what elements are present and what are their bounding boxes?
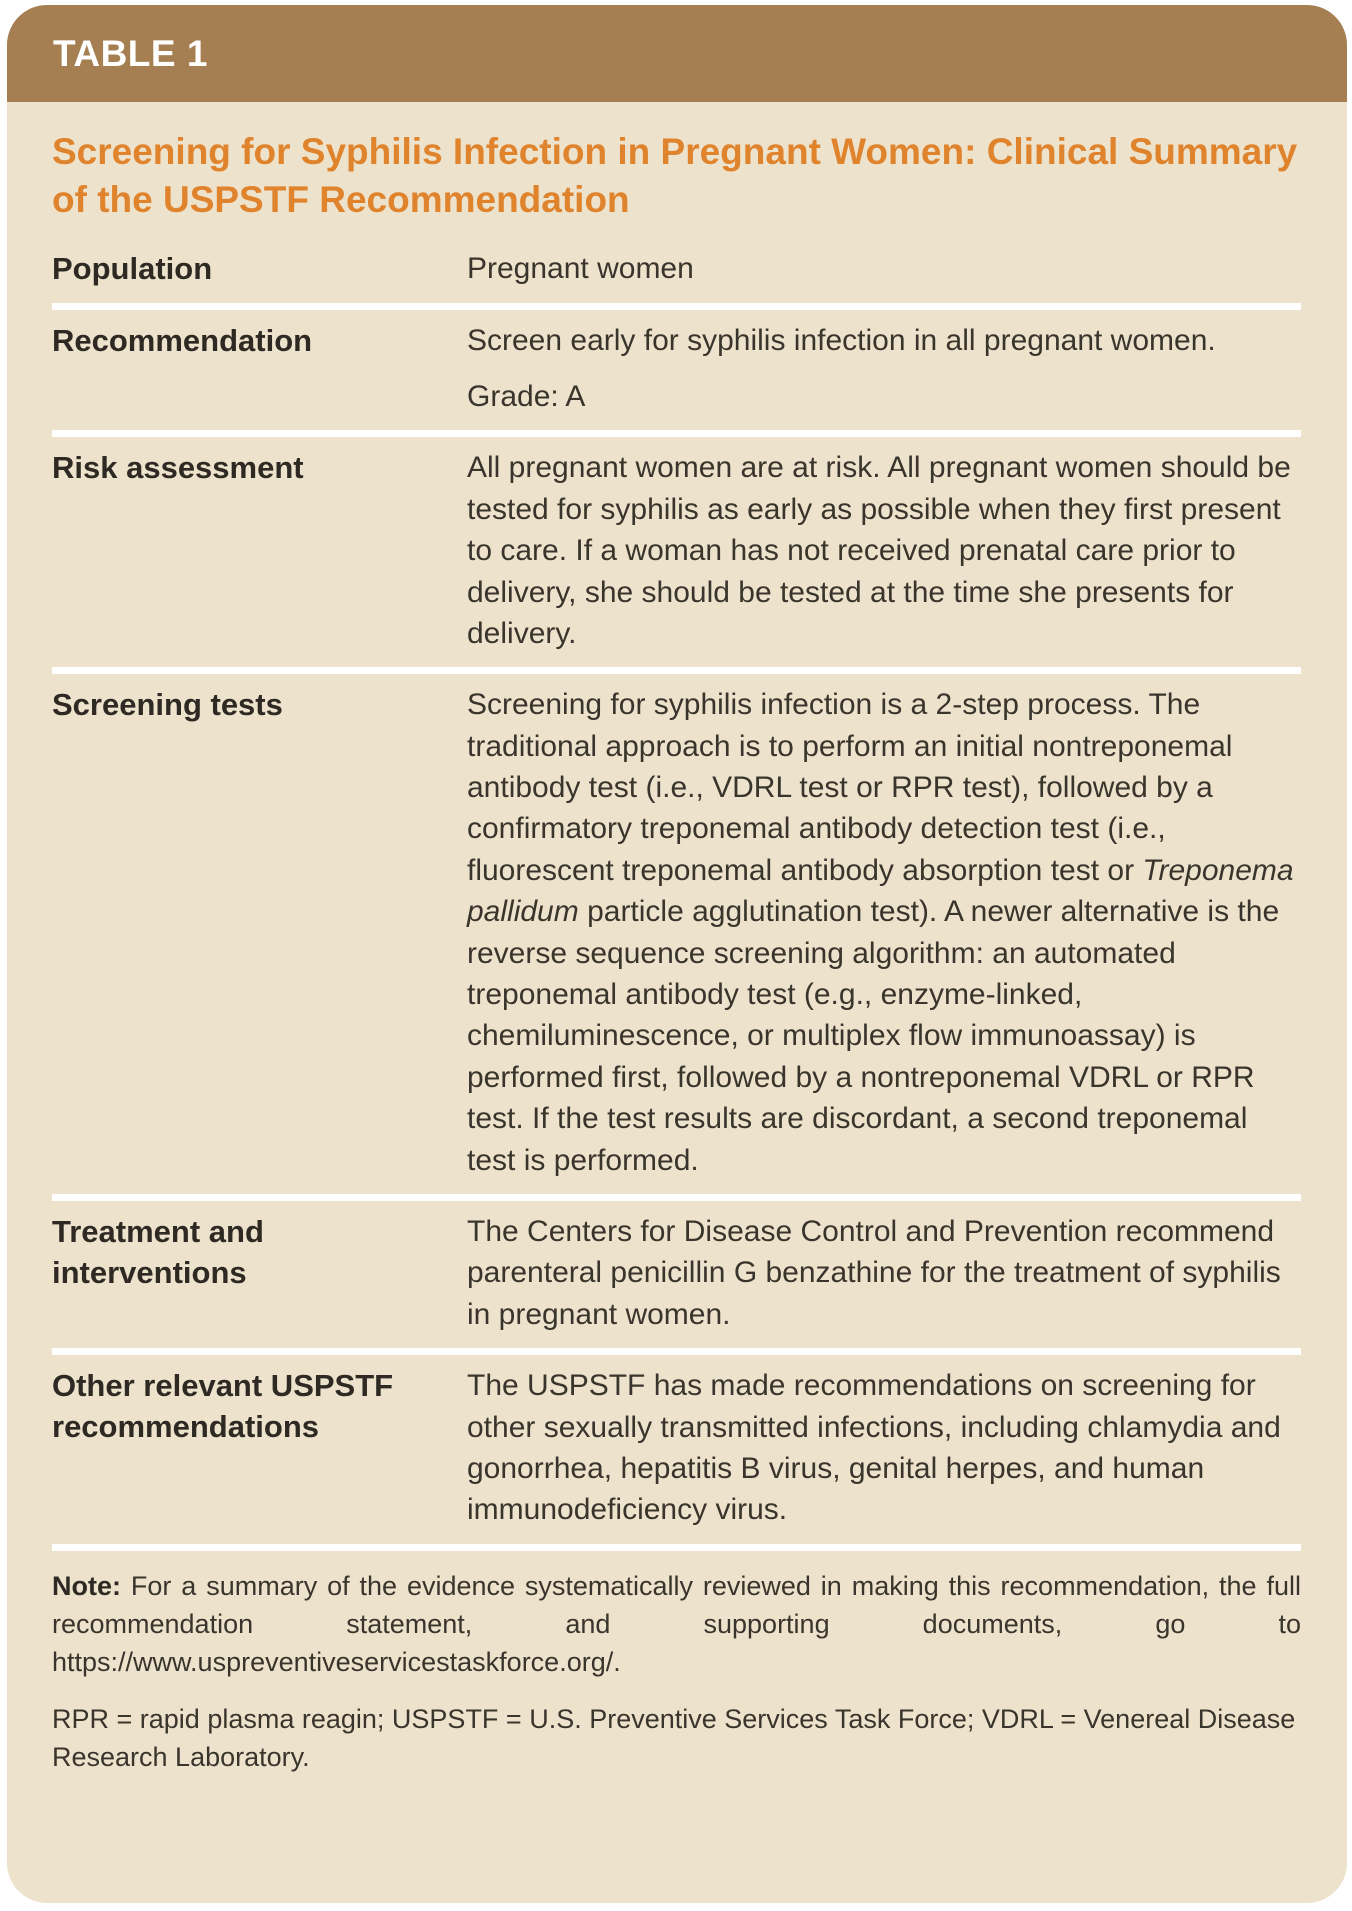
- table-row-other-recommendations: [52, 1355, 1301, 1544]
- screening-tests-text-part2: particle agglutination test). A newer alternative is the reverse sequence screening algorithm: an automated treponemal antibody test (e.g., enzyme-linked, chemiluminescence, or multiplex flow immunoassay) is performed first, followed by a nontreponemal VDRL or RPR test. If the test results are discordant, a second treponemal test is performed.: [467, 895, 1280, 1177]
- recommendation-text: Screen early for syphilis infection in all pregnant women.: [467, 323, 1216, 357]
- row-value-screening-tests: [467, 684, 1301, 1181]
- treatment-text: The Centers for Disease Control and Prevention recommend parenteral penicillin G benzathine for the treatment of syphilis in pregnant women.: [467, 1215, 1281, 1331]
- row-divider: [52, 430, 1301, 437]
- row-value-treatment: [467, 1211, 1301, 1335]
- table-row-risk-assessment: [52, 437, 1301, 667]
- abbreviations: RPR = rapid plasma reagin; USPSTF = U.S. Preventive Services Task Force; VDRL = Venereal Disease Research Laboratory.: [52, 1703, 1296, 1773]
- table-row-population: [52, 238, 1301, 302]
- row-label-recommendation: Recommendation: [52, 322, 313, 358]
- row-value-other-recommendations: [467, 1365, 1301, 1531]
- note-paragraph: [52, 1567, 1301, 1682]
- table-row-screening-tests: [52, 674, 1301, 1194]
- row-label-treatment: Treatment and interventions: [52, 1214, 264, 1291]
- row-value-risk-assessment: [467, 447, 1301, 654]
- recommendation-grade: Grade: A: [467, 379, 586, 413]
- other-recommendations-text: The USPSTF has made recommendations on screening for other sexually transmitted infections, including chlamydia and gonorrhea, hepatitis B virus, genital herpes, and human immunodeficiency virus.: [467, 1369, 1281, 1527]
- risk-assessment-text: All pregnant women are at risk. All pregnant women should be tested for syphilis as early as possible when they first present to care. If a woman has not received prenatal care prior to delivery, she should be tested at the time she presents for delivery.: [467, 451, 1291, 650]
- note-text: For a summary of the evidence systematically reviewed in making this recommendation, the full recommendation statement, and supporting documents, go to https://www.uspreventiveservicestaskforce.org/.: [52, 1570, 1301, 1678]
- row-label-population: Population: [52, 251, 213, 287]
- row-label-screening-tests: Screening tests: [52, 687, 283, 723]
- row-divider: [52, 303, 1301, 310]
- table-row-recommendation: [52, 310, 1301, 431]
- table-header-bar: [7, 5, 1347, 102]
- population-text: Pregnant women: [467, 252, 694, 286]
- table-card: [7, 5, 1347, 1903]
- row-divider: [52, 1194, 1301, 1201]
- screening-tests-species-italic: Treponema pallidum: [467, 853, 1294, 929]
- row-divider: [52, 1348, 1301, 1355]
- row-label-other-recommendations: Other relevant USPSTF recommendations: [52, 1368, 394, 1445]
- screening-tests-text-part1: Screening for syphilis infection is a 2-step process. The traditional approach is to perform an initial nontreponemal antibody test (i.e., VDRL test or RPR test), followed by a confirmatory treponemal antibody detection test (i.e., fluorescent treponemal antibody absorption test or: [467, 688, 1233, 887]
- row-label-risk-assessment: Risk assessment: [52, 450, 304, 486]
- screening-tests-text: [467, 684, 1301, 1181]
- row-divider: [52, 1544, 1301, 1551]
- table-tag: TABLE 1: [53, 32, 208, 74]
- table-row-treatment: [52, 1201, 1301, 1348]
- row-value-recommendation: [467, 320, 1301, 418]
- table-title: Screening for Syphilis Infection in Pregnant Women: Clinical Summary of the USPSTF Recommendation: [52, 131, 1298, 221]
- table-body: [7, 128, 1347, 1776]
- row-divider: [52, 667, 1301, 674]
- row-value-population: [467, 248, 1301, 289]
- note-label: Note:: [52, 1570, 121, 1601]
